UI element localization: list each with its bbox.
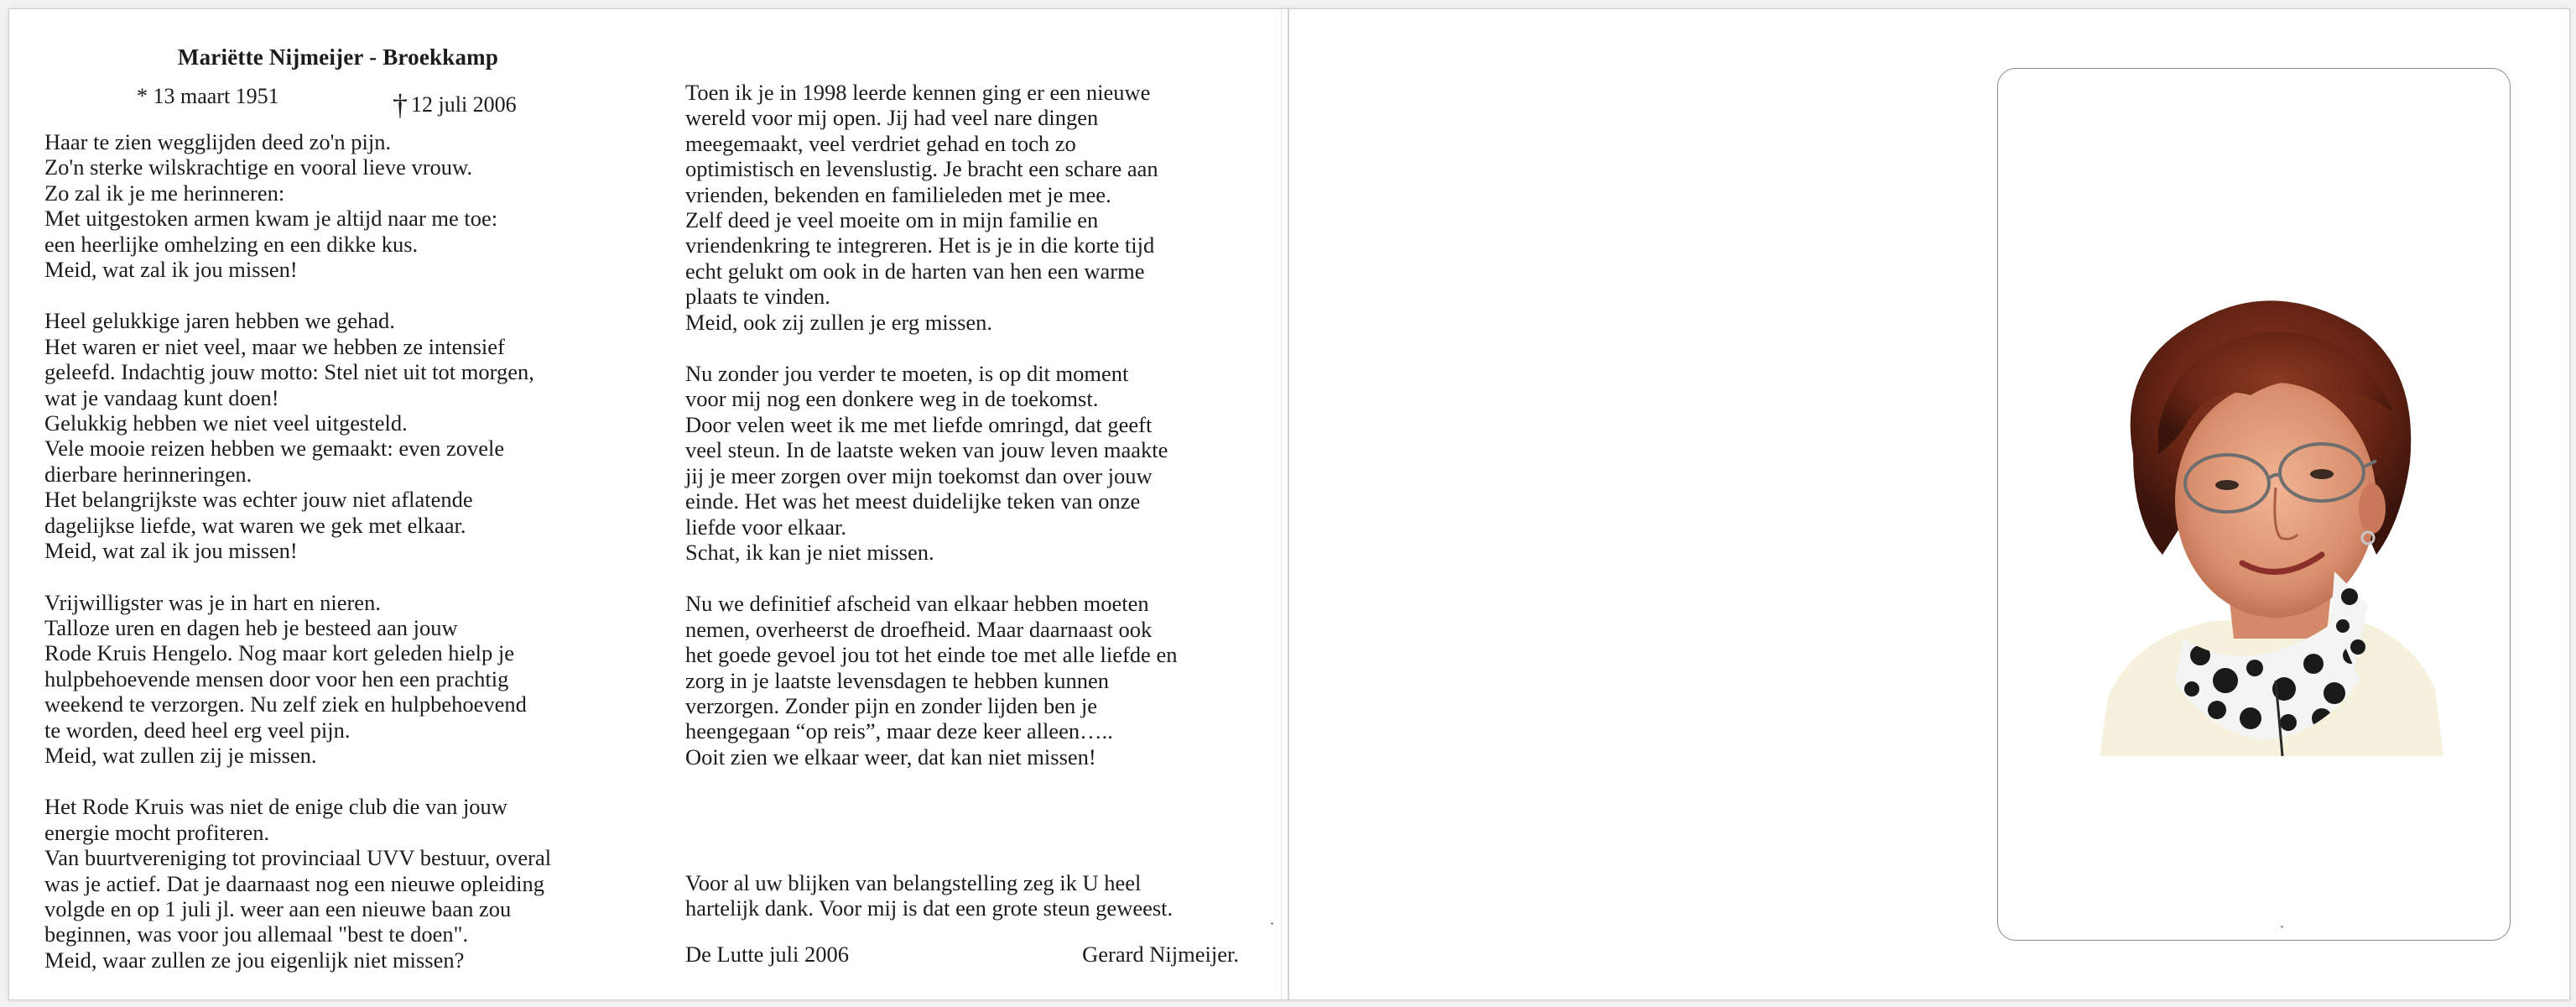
- text-line: energie mocht profiteren.: [44, 819, 270, 845]
- text-line: liefde voor elkaar.: [685, 514, 847, 540]
- text-line: dagelijkse liefde, wat waren we gek met elkaar.: [44, 512, 466, 538]
- text-paragraph: [685, 80, 1272, 335]
- text-line: hulpbehoevende mensen door voor hen een prachtig: [44, 665, 509, 691]
- text-line: optimistisch en levenslustig. Je bracht een schare aan: [685, 156, 1158, 182]
- text-line: vriendenkring te integreren. Het is je in die korte tijd: [685, 232, 1155, 258]
- text-line: Vrijwilligster was je in hart en nieren.: [44, 589, 381, 615]
- text-line: Vele mooie reizen hebben we gemaakt: even zovele: [44, 436, 505, 462]
- place-date: De Lutte juli 2006: [685, 942, 850, 967]
- text-line: voor mij nog een donkere weg in de toekomst.: [685, 386, 1099, 412]
- poem-column-1: [44, 129, 640, 973]
- deceased-name: Mariëtte Nijmeijer - Broekkamp: [177, 44, 499, 70]
- right-column: [685, 80, 1272, 967]
- text-line: Meid, ook zij zullen je erg missen.: [685, 309, 993, 335]
- text-line: einde. Het was het meest duidelijke teken van onze: [685, 488, 1141, 514]
- text-line: Door velen weet ik me met liefde omringd, dat geeft: [685, 411, 1153, 437]
- text-paragraph: [44, 308, 640, 563]
- text-line: dierbare herinneringen.: [44, 461, 252, 487]
- text-line: Het waren er niet veel, maar we hebben ze intensief: [44, 333, 505, 359]
- death-date-group: [393, 84, 517, 122]
- text-line: verzorgen. Zonder pijn en zonder lijden ben je: [685, 692, 1098, 718]
- text-line: meegemaakt, veel verdriet gehad en toch zo: [685, 130, 1076, 156]
- text-line: veel steun. In de laatste weken van jouw leven maakte: [685, 437, 1168, 463]
- text-line: volgde en op 1 juli jl. weer aan een nieuwe baan zou: [44, 895, 512, 921]
- text-line: Gelukkig hebben we niet veel uitgesteld.: [44, 410, 408, 436]
- text-line: Het Rode Kruis was niet de enige club die van jouw: [44, 794, 507, 820]
- thanks-paragraph: [685, 870, 1272, 921]
- paper-speck: [2281, 926, 2283, 928]
- text-line: Schat, ik kan je niet missen.: [685, 539, 934, 565]
- text-line: Meid, wat zullen zij je missen.: [44, 742, 317, 768]
- portrait-photo: [2083, 286, 2452, 756]
- text-line: vrienden, bekenden en familieleden met je mee.: [685, 181, 1111, 207]
- text-line: wat je vandaag kunt doen!: [44, 384, 279, 410]
- paper-speck: [1271, 922, 1273, 925]
- fold-line: [1288, 9, 1289, 999]
- left-column: [44, 44, 640, 999]
- text-line: was je actief. Dat je daarnaast nog een nieuwe opleiding: [44, 870, 545, 896]
- text-line: Toen ik je in 1998 leerde kennen ging er een nieuwe: [685, 80, 1151, 105]
- text-line: geleefd. Indachtig jouw motto: Stel niet uit tot morgen,: [44, 359, 534, 385]
- text-paragraph: [44, 129, 640, 282]
- text-line: heengegaan “op reis”, maar deze keer alleen…..: [685, 718, 1113, 744]
- birth-date: * 13 maart 1951: [137, 84, 279, 108]
- text-paragraph: [44, 590, 640, 769]
- text-line: Van buurtvereniging tot provinciaal UVV bestuur, overal: [44, 845, 552, 871]
- text-paragraph: [685, 591, 1272, 770]
- signer-name: Gerard Nijmeijer.: [1082, 942, 1239, 967]
- text-line: Meid, waar zullen ze jou eigenlijk niet missen?: [44, 947, 465, 973]
- text-line: Zo'n sterke wilskrachtige en vooral lieve vrouw.: [44, 154, 473, 180]
- text-line: Zelf deed je veel moeite om in mijn familie en: [685, 207, 1099, 233]
- text-line: plaats te vinden.: [685, 284, 830, 310]
- text-line: Meid, wat zal ik jou missen!: [44, 257, 298, 283]
- text-line: Heel gelukkige jaren hebben we gehad.: [44, 308, 395, 334]
- life-dates: [44, 84, 640, 122]
- text-line: zorg in je laatste levensdagen te hebben kunnen: [685, 667, 1110, 693]
- text-line: Ooit zien we elkaar weer, dat kan niet missen!: [685, 744, 1096, 770]
- poem-column-2: [685, 80, 1272, 770]
- text-line: Meid, wat zal ik jou missen!: [44, 538, 298, 564]
- text-line: Het belangrijkste was echter jouw niet aflatende: [44, 487, 473, 513]
- text-line: Nu zonder jou verder te moeten, is op dit moment: [685, 361, 1129, 387]
- fold-line-shadow: [1281, 9, 1282, 999]
- text-line: nemen, overheerst de droefheid. Maar daarnaast ook: [685, 616, 1153, 642]
- text-line: Zo zal ik je me herinneren:: [44, 180, 285, 206]
- text-line: Met uitgestoken armen kwam je altijd naar me toe:: [44, 206, 498, 232]
- memorial-card: [8, 8, 2570, 1000]
- text-line: het goede gevoel jou tot het einde toe met alle liefde en: [685, 642, 1178, 668]
- text-paragraph: [44, 794, 640, 973]
- text-line: Rode Kruis Hengelo. Nog maar kort geleden hielp je: [44, 640, 515, 666]
- text-line: beginnen, was voor jou allemaal "best te doen".: [44, 921, 469, 947]
- text-line: weekend te verzorgen. Nu zelf ziek en hulpbehoevend: [44, 691, 527, 717]
- text-line: Nu we definitief afscheid van elkaar hebben moeten: [685, 591, 1149, 617]
- cross-icon: †: [393, 88, 408, 122]
- text-line: Talloze uren en dagen heb je besteed aan jouw: [44, 614, 458, 640]
- text-line: hartelijk dank. Voor mij is dat een grote steun geweest.: [685, 895, 1174, 921]
- text-line: jij je meer zorgen over mijn toekomst dan over jouw: [685, 462, 1153, 488]
- text-paragraph: [685, 361, 1272, 565]
- text-line: echt gelukt om ook in de harten van hen een warme: [685, 258, 1145, 284]
- death-date: 12 juli 2006: [411, 92, 517, 117]
- text-line: Haar te zien wegglijden deed zo'n pijn.: [44, 129, 392, 154]
- text-line: te worden, deed heel erg veel pijn.: [44, 717, 351, 743]
- text-line: wereld voor mij open. Jij had veel nare dingen: [685, 105, 1099, 131]
- text-line: een heerlijke omhelzing en een dikke kus.: [44, 231, 419, 257]
- text-line: Voor al uw blijken van belangstelling zeg ik U heel: [685, 870, 1142, 895]
